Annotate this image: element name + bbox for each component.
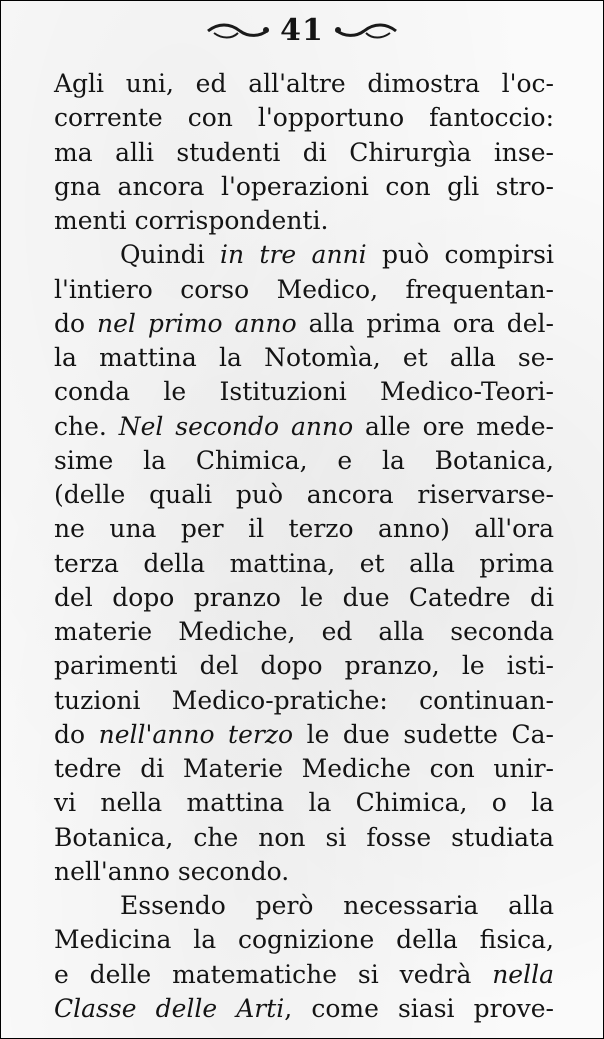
text-line: corrente con l'opportuno fantoccio: (54, 103, 554, 133)
text-line: parimenti del dopo pranzo, le isti- (54, 651, 554, 681)
left-flourish-ornament (204, 20, 272, 42)
text-line: del dopo pranzo le due Catedre di (54, 582, 554, 612)
italic-phrase: nel primo anno (97, 308, 297, 338)
text-line: tuzioni Medico-pratiche: continuan- (54, 685, 554, 715)
page-number: 41 (280, 13, 324, 48)
text-line: e delle matematiche si vedrà nella (54, 959, 554, 989)
text-line: do nell'anno terzo le due sudette Ca- (54, 719, 554, 749)
text-line: menti corrispondenti. (54, 206, 329, 235)
text-line: ne una per il terzo anno) all'ora (54, 514, 554, 544)
right-flourish-ornament (332, 20, 400, 42)
text-line: l'intiero corso Medico, frequentan- (54, 274, 554, 304)
text-line: Botanica, che non si fosse studiata (54, 822, 554, 852)
text-line: gna ancora l'operazioni con gli stro- (54, 171, 554, 201)
text-line: nell'anno secondo. (54, 856, 290, 886)
text-line: vi nella mattina la Chimica, o la (54, 788, 554, 818)
text-line: Quindi in tre anni può compirsi (120, 240, 554, 270)
text-line: Essendo però necessaria alla (120, 891, 554, 920)
text-line: (delle quali può ancora riservarse- (54, 480, 554, 509)
page-header (1, 11, 603, 51)
text-line: sime la Chimica, e la Botanica, (54, 445, 554, 475)
italic-phrase: Nel secondo anno (118, 411, 354, 441)
text-line: ma alli studenti di Chirurgìa inse- (54, 137, 554, 167)
text-line: Agli uni, ed all'altre dimostra l'oc- (54, 69, 554, 98)
italic-phrase: nella (492, 959, 554, 989)
text-line: materie Mediche, ed alla seconda (54, 617, 554, 646)
text-line: terza della mattina, et alla prima (54, 548, 554, 578)
italic-phrase: Classe delle Arti (54, 993, 285, 1023)
text-line: che. Nel secondo anno alle ore mede- (54, 411, 554, 441)
body-text (54, 67, 554, 1026)
text-line: conda le Istituzioni Medico-Teori- (54, 377, 554, 407)
text-line: tedre di Materie Mediche con unir- (54, 754, 554, 783)
text-line: la mattina la Notomìa, et alla se- (54, 343, 554, 372)
text-line: do nel primo anno alla prima ora del- (54, 308, 555, 338)
text-line: Medicina la cognizione della fisica, (54, 925, 554, 955)
italic-phrase: in tre anni (220, 240, 367, 270)
italic-phrase: nell'anno terzo (98, 719, 294, 749)
text-line: Classe delle Arti, come siasi prove- (54, 993, 554, 1023)
